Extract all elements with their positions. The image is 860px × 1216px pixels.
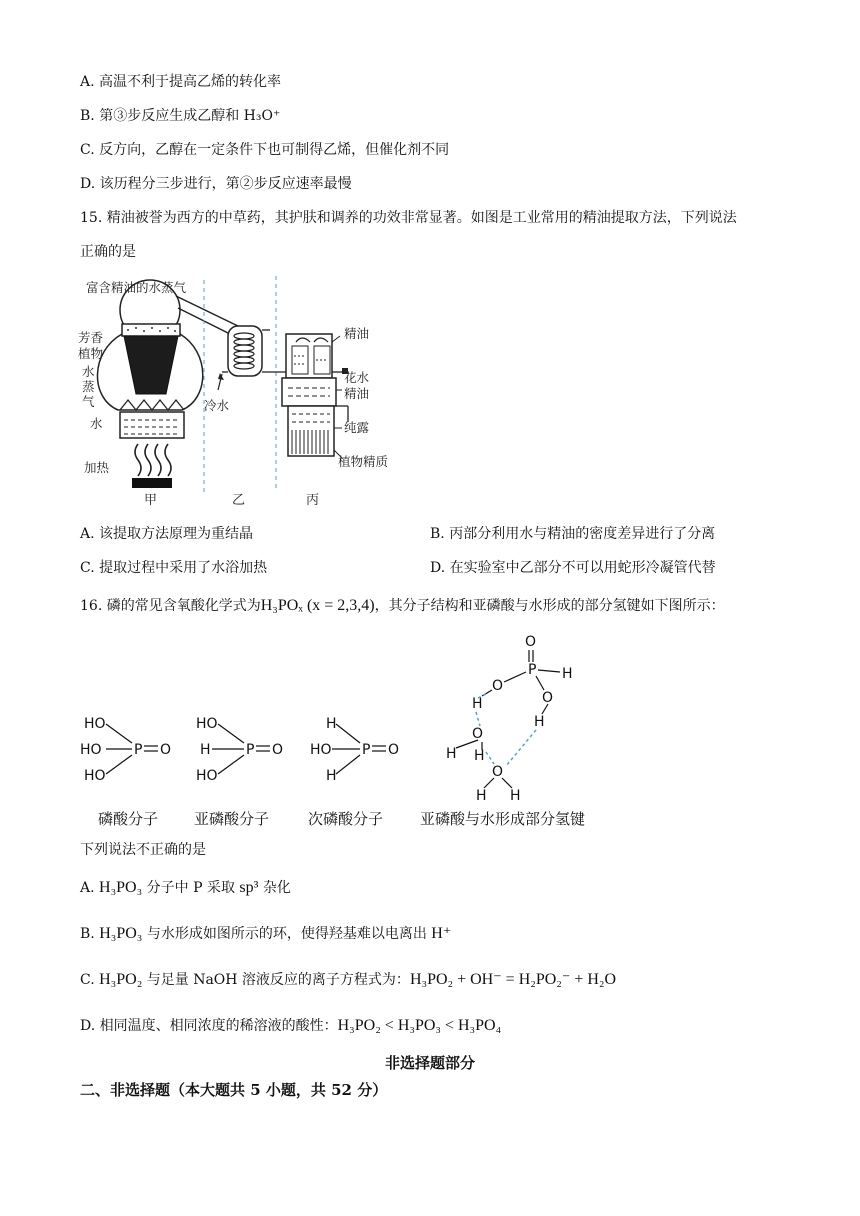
label-plant-2: 植物 bbox=[78, 346, 104, 361]
caption-hypophosphorous: 次磷酸分子 bbox=[308, 810, 384, 828]
label-vapor: 富含精油的水蒸气 bbox=[86, 280, 187, 295]
label-steam bbox=[82, 364, 95, 409]
q16-option-b-prefix: B. bbox=[80, 926, 100, 942]
q16-stem-suffix: ，其分子结构和亚磷酸与水形成的部分氢键如下图所示： bbox=[374, 598, 725, 614]
caption-phosphorous: 亚磷酸分子 bbox=[194, 810, 270, 828]
svg-text:HO: HO bbox=[84, 716, 106, 732]
label-essential-oil: 精油 bbox=[344, 326, 370, 341]
label-hydrosol-1: 花水 bbox=[344, 370, 370, 385]
label-hydrosol-2: 精油 bbox=[344, 386, 370, 401]
q16-option-d bbox=[80, 1016, 501, 1036]
svg-text:O: O bbox=[525, 634, 537, 650]
svg-text:H: H bbox=[474, 748, 485, 764]
svg-text:H: H bbox=[446, 746, 457, 762]
q16-option-a-hybrid: sp³ bbox=[239, 879, 259, 896]
label-pure-dew: 纯露 bbox=[344, 420, 370, 435]
label-part-yi: 乙 bbox=[232, 493, 246, 508]
q16-option-b-ion: H⁺ bbox=[431, 925, 452, 942]
label-cold-water: 冷水 bbox=[204, 398, 230, 413]
q16-option-c-equation: H₃PO₂ + OH⁻ = H₂PO₂⁻ + H₂O bbox=[409, 971, 617, 988]
label-plant-essence: 植物精质 bbox=[338, 454, 389, 469]
section-heading: 二、非选择题（本大题共 5 小题，共 52 分） bbox=[80, 1081, 388, 1099]
svg-text:O: O bbox=[160, 742, 172, 758]
svg-text:O: O bbox=[472, 726, 484, 742]
label-part-bing: 丙 bbox=[306, 493, 320, 508]
svg-text:O: O bbox=[388, 742, 400, 758]
label-steam-2: 蒸 bbox=[82, 379, 95, 394]
q16-stem-prefix: 16. 磷的常见含氧酸化学式为 bbox=[80, 598, 261, 614]
label-steam-3: 气 bbox=[82, 394, 95, 409]
q16-option-c bbox=[80, 970, 616, 990]
svg-text:H: H bbox=[562, 666, 573, 682]
svg-text:H: H bbox=[476, 788, 487, 804]
q16-question: 下列说法不正确的是 bbox=[80, 842, 206, 858]
q16-option-a bbox=[80, 878, 291, 898]
svg-text:O: O bbox=[492, 764, 504, 780]
q14-option-d: D. 该历程分三步进行，第②步反应速率最慢 bbox=[80, 176, 352, 192]
svg-text:H: H bbox=[472, 696, 483, 712]
svg-text:H: H bbox=[326, 716, 337, 732]
label-plant bbox=[78, 330, 104, 361]
q15-option-d: D. 在实验室中乙部分不可以用蛇形冷凝管代替 bbox=[430, 560, 716, 576]
q16-option-c-prefix: C. bbox=[80, 972, 100, 988]
q16-option-a-suffix: 杂化 bbox=[258, 880, 291, 896]
label-hydrosol bbox=[344, 370, 370, 401]
caption-phosphoric: 磷酸分子 bbox=[98, 810, 159, 828]
q15-option-b: B. 丙部分利用水与精油的密度差异进行了分离 bbox=[430, 526, 716, 542]
q15-option-a: A. 该提取方法原理为重结晶 bbox=[80, 526, 254, 542]
svg-text:P: P bbox=[134, 742, 143, 758]
q16-stem bbox=[80, 596, 725, 616]
section-title: 非选择题部分 bbox=[384, 1054, 475, 1072]
q16-option-a-prefix: A. bbox=[80, 880, 100, 896]
svg-text:P: P bbox=[246, 742, 255, 758]
q14-option-b-text: B. 第③步反应生成乙醇和 bbox=[80, 108, 244, 124]
q14-option-c: C. 反方向，乙醇在一定条件下也可制得乙烯，但催化剂不同 bbox=[80, 142, 450, 158]
q14-option-b-formula: H₃O⁺ bbox=[243, 108, 281, 124]
label-part-jia: 甲 bbox=[144, 493, 158, 508]
svg-text:H: H bbox=[200, 742, 211, 758]
q16-stem-formula: H₃POₓ (x = 2,3,4) bbox=[260, 597, 375, 614]
q15-stem-line1: 15. 精油被誉为西方的中草药，其护肤和调养的功效非常显著。如图是工业常用的精油提取方法，下列说法 bbox=[80, 210, 737, 226]
q16-option-a-mid: 分子中 P 采取 bbox=[142, 880, 240, 896]
svg-text:P: P bbox=[528, 662, 537, 678]
q15-option-c: C. 提取过程中采用了水浴加热 bbox=[80, 560, 268, 576]
q16-option-c-mid: 与足量 NaOH 溶液反应的离子方程式为： bbox=[142, 972, 410, 988]
q16-option-d-prefix: D. 相同温度、相同浓度的稀溶液的酸性： bbox=[80, 1018, 338, 1034]
svg-text:O: O bbox=[542, 690, 554, 706]
caption-hbond: 亚磷酸与水形成部分氢键 bbox=[420, 810, 586, 828]
q16-option-b bbox=[80, 924, 451, 944]
label-heat: 加热 bbox=[84, 460, 110, 475]
svg-text:H: H bbox=[534, 714, 545, 730]
svg-text:HO: HO bbox=[196, 768, 218, 784]
q16-option-b-formula: H₃PO₃ bbox=[99, 925, 143, 942]
q16-structures-figure bbox=[80, 628, 620, 832]
q16-option-b-mid: 与水形成如图所示的环，使得羟基难以电离出 bbox=[142, 926, 432, 942]
svg-text:O: O bbox=[272, 742, 284, 758]
svg-text:HO: HO bbox=[84, 768, 106, 784]
svg-text:HO: HO bbox=[80, 742, 102, 758]
q15-stem-line2: 正确的是 bbox=[80, 244, 136, 260]
svg-text:H: H bbox=[326, 768, 337, 784]
q16-option-d-expression: H₃PO₂ < H₃PO₃ < H₃PO₄ bbox=[337, 1017, 502, 1034]
svg-text:HO: HO bbox=[196, 716, 218, 732]
label-steam-1: 水 bbox=[82, 364, 95, 379]
q15-distillation-figure bbox=[78, 272, 398, 508]
label-water: 水 bbox=[90, 416, 103, 431]
svg-text:HO: HO bbox=[310, 742, 332, 758]
q14-option-a: A. 高温不利于提高乙烯的转化率 bbox=[80, 74, 282, 90]
svg-text:H: H bbox=[510, 788, 521, 804]
svg-text:O: O bbox=[492, 678, 504, 694]
label-plant-1: 芳香 bbox=[78, 330, 104, 345]
svg-text:P: P bbox=[362, 742, 371, 758]
q16-option-c-formula: H₃PO₂ bbox=[99, 971, 143, 988]
q14-option-b bbox=[80, 106, 280, 126]
q16-option-a-formula: H₃PO₃ bbox=[99, 879, 143, 896]
